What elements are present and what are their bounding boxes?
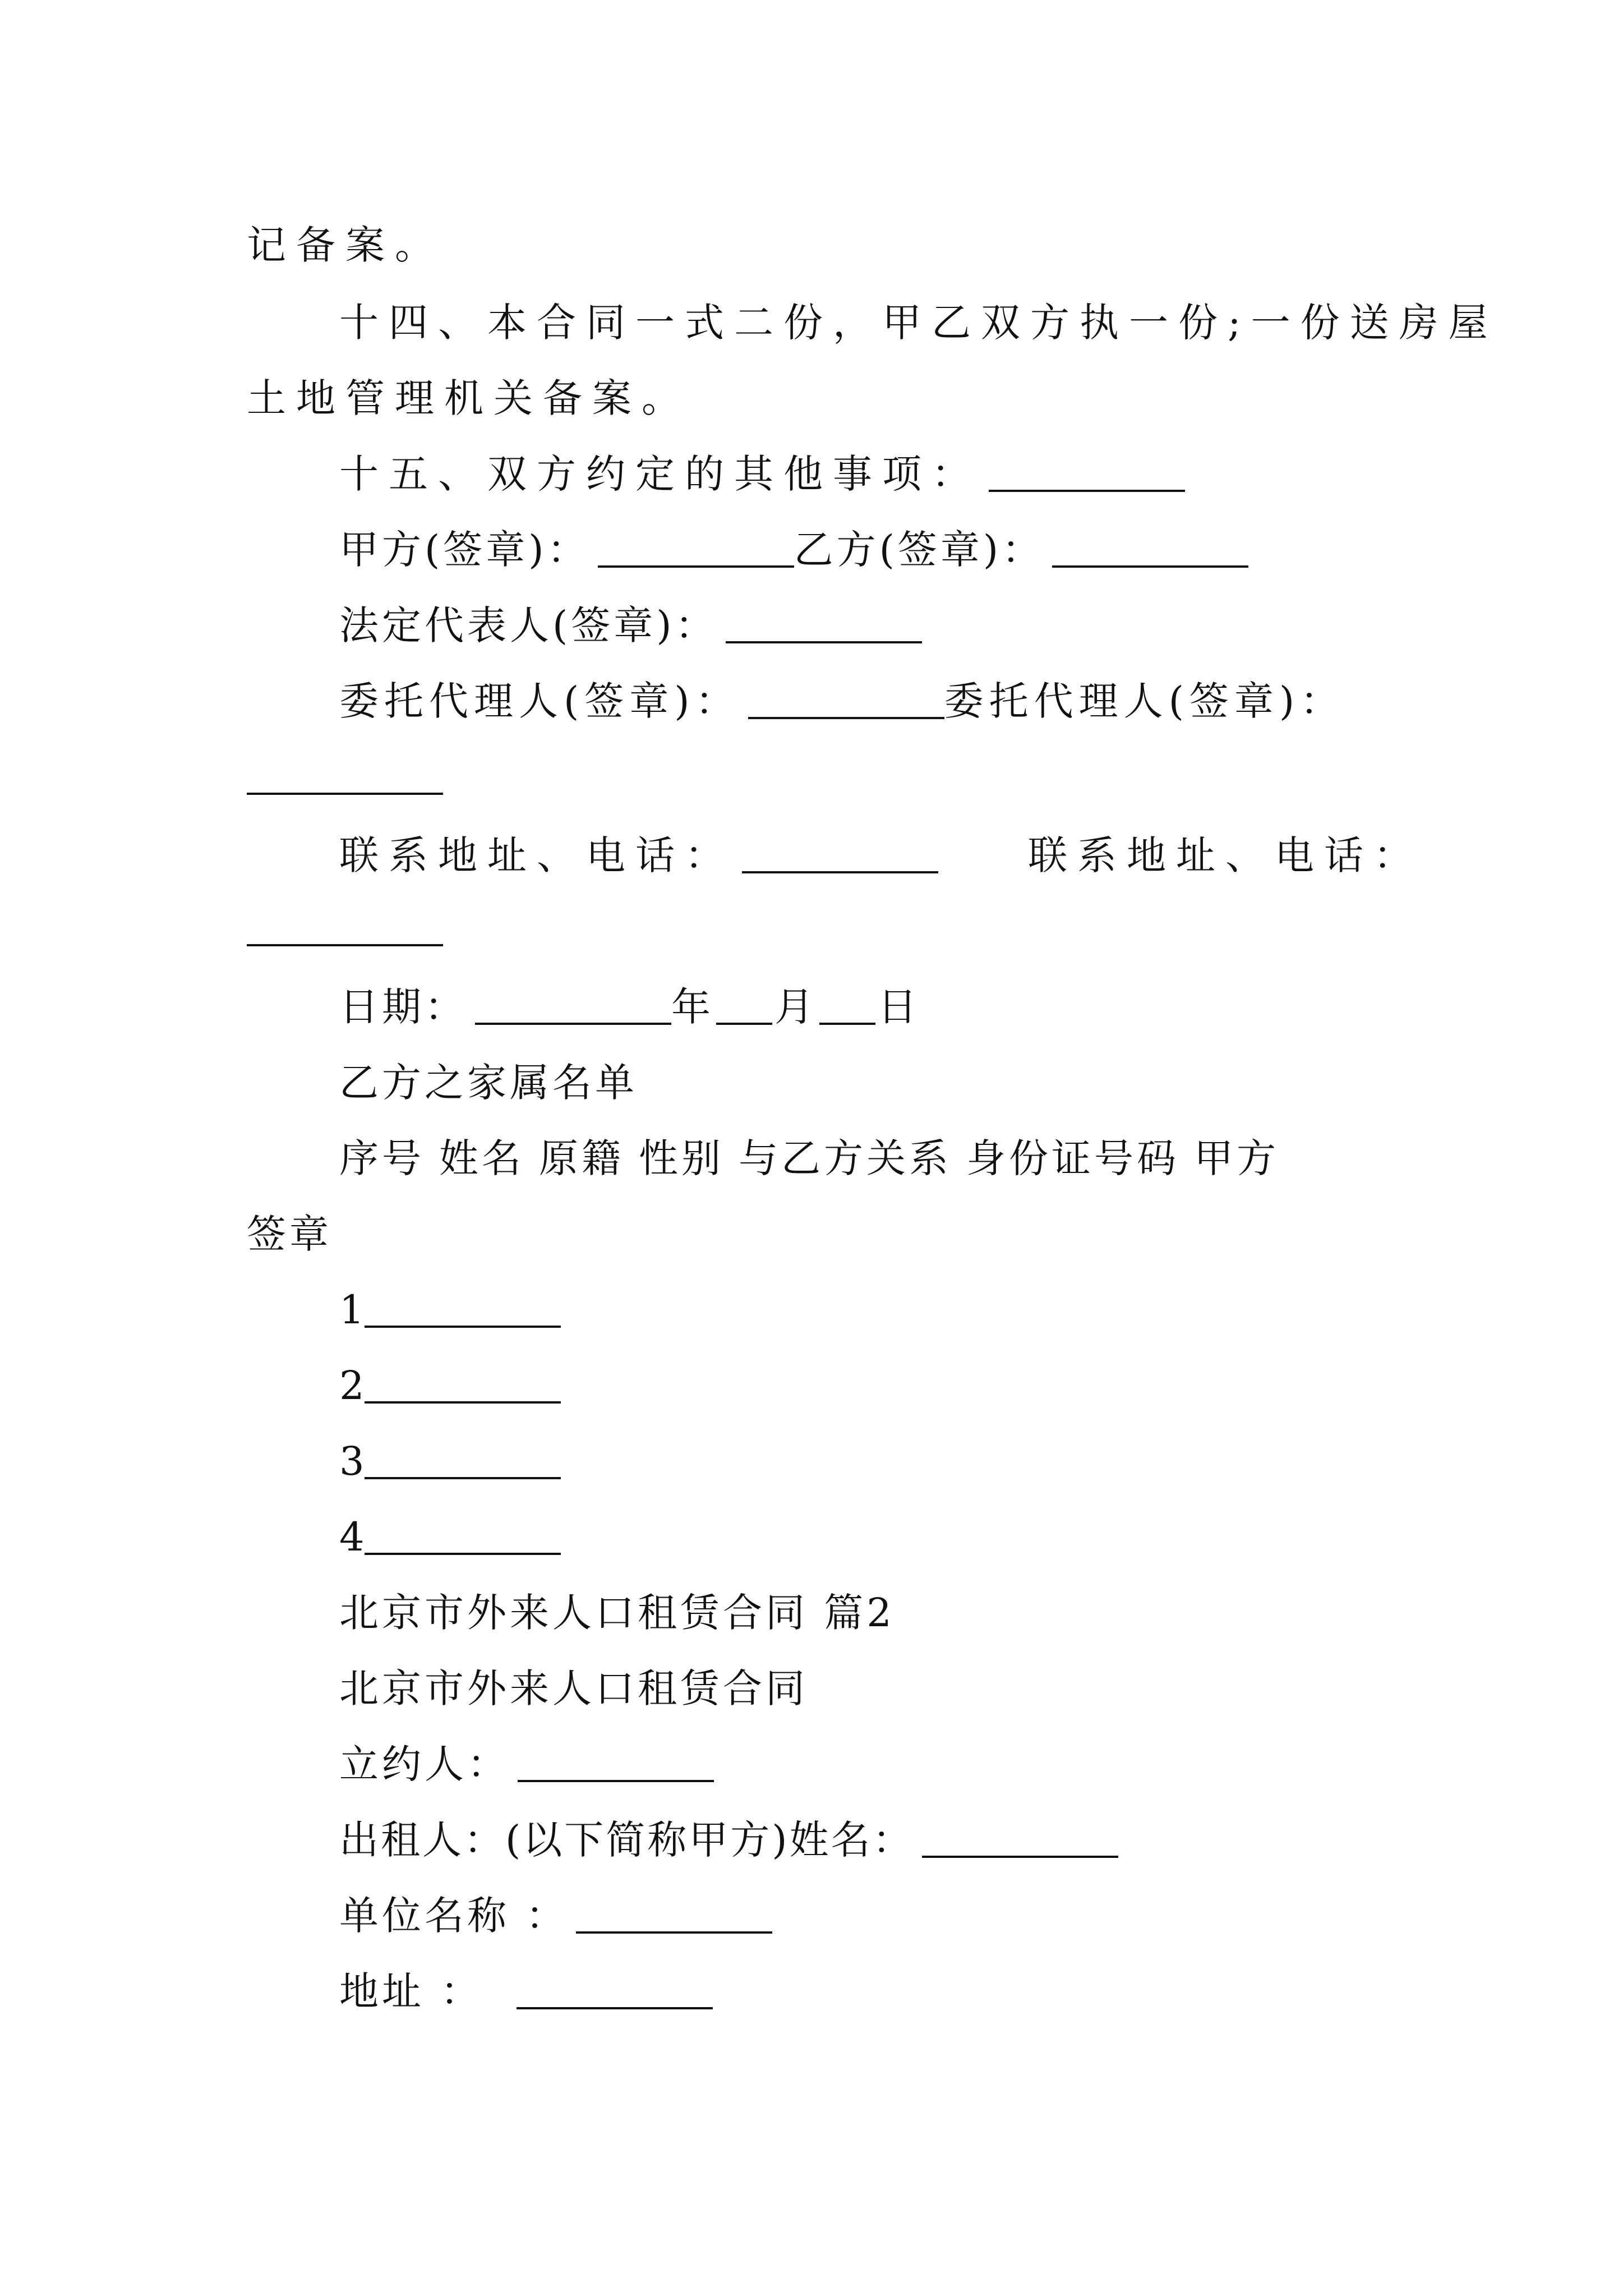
contact-a-label: 联系地址、电话： [339,832,734,878]
fill-blank [716,1023,772,1025]
text-line [339,1057,638,1108]
fill-blank [518,1780,714,1782]
column-header: 性别 [639,1135,724,1181]
fill-blank [365,1553,561,1555]
fill-blank [576,1931,772,1934]
fill-blank [365,1326,561,1328]
table-header-row [339,1133,1279,1184]
year-label: 年 [671,984,714,1030]
text-line [339,297,1498,348]
fill-blank [922,1856,1118,1858]
column-header: 序号 [339,1135,425,1181]
legal-representative-label: 法定代表人(签章)： [339,602,718,648]
fill-blank [365,1401,561,1404]
fill-blank [819,1023,875,1025]
contract-title: 北京市外来人口租赁合同 [339,1665,808,1711]
clause-14-continued: 土地管理机关备案。 [247,375,691,421]
fill-blank [475,1023,671,1025]
clause-14-text: 十四、本合同一式二份，甲乙双方执一份;一份送房屋 [339,300,1498,346]
row-number: 1 [339,1287,365,1333]
list-item [339,1436,561,1487]
text-line [247,220,444,270]
text-line [339,1815,1118,1865]
fill-blank [748,717,944,719]
fill-blank [247,944,443,946]
list-item [339,1360,561,1411]
column-header-continued: 签章 [247,1211,332,1257]
fill-blank [598,565,794,568]
column-header: 与乙方关系 [739,1135,952,1181]
fill-blank [1052,565,1248,568]
contracting-party-label: 立约人： [339,1741,510,1787]
row-number: 3 [339,1438,365,1484]
text-line [339,1588,895,1638]
address-label: 地址 ： [339,1968,483,2014]
family-list-title: 乙方之家属名单 [339,1060,638,1106]
column-header: 身份证号码 [966,1135,1179,1181]
fill-blank [989,490,1185,492]
fill-blank [365,1477,561,1479]
text-line [339,1739,714,1789]
column-header: 甲方 [1194,1135,1279,1181]
fill-blank [726,641,922,643]
text-line [339,449,1185,499]
company-name-label: 单位名称 ： [339,1893,569,1939]
text-line [339,1966,713,2017]
contact-b-label: 联系地址、电话： [1028,832,1423,878]
fill-blank [247,793,443,795]
lessor-name-label: 出租人：(以下简称甲方)姓名： [339,1817,914,1863]
text-line [339,600,922,651]
agent-a-signature-label: 委托代理人(签章)： [339,678,740,724]
agent-b-signature-label: 委托代理人(签章)： [944,678,1345,724]
text-line [339,982,920,1032]
list-item [339,1512,561,1562]
row-number: 2 [339,1363,365,1409]
column-header: 原籍 [539,1135,624,1181]
text-line [247,373,691,424]
text-line [339,524,1248,575]
month-label: 月 [774,984,817,1030]
day-label: 日 [878,984,920,1030]
column-header: 姓名 [439,1135,524,1181]
text-line [339,1663,808,1714]
paragraph-text: 记备案。 [247,222,444,268]
fill-blank [742,871,938,873]
row-number: 4 [339,1514,365,1560]
text-line [247,1209,332,1259]
date-label: 日期： [339,984,467,1030]
party-a-signature-label: 甲方(签章)： [339,527,590,573]
text-line [339,676,1345,726]
text-line [339,830,1423,881]
fill-blank [517,2007,713,2009]
list-item [339,1285,561,1335]
clause-15-label: 十五、双方约定的其他事项： [339,451,981,497]
section-heading: 北京市外来人口租赁合同 篇2 [339,1590,895,1636]
party-b-signature-label: 乙方(签章)： [794,527,1045,573]
text-line [339,1890,772,1941]
